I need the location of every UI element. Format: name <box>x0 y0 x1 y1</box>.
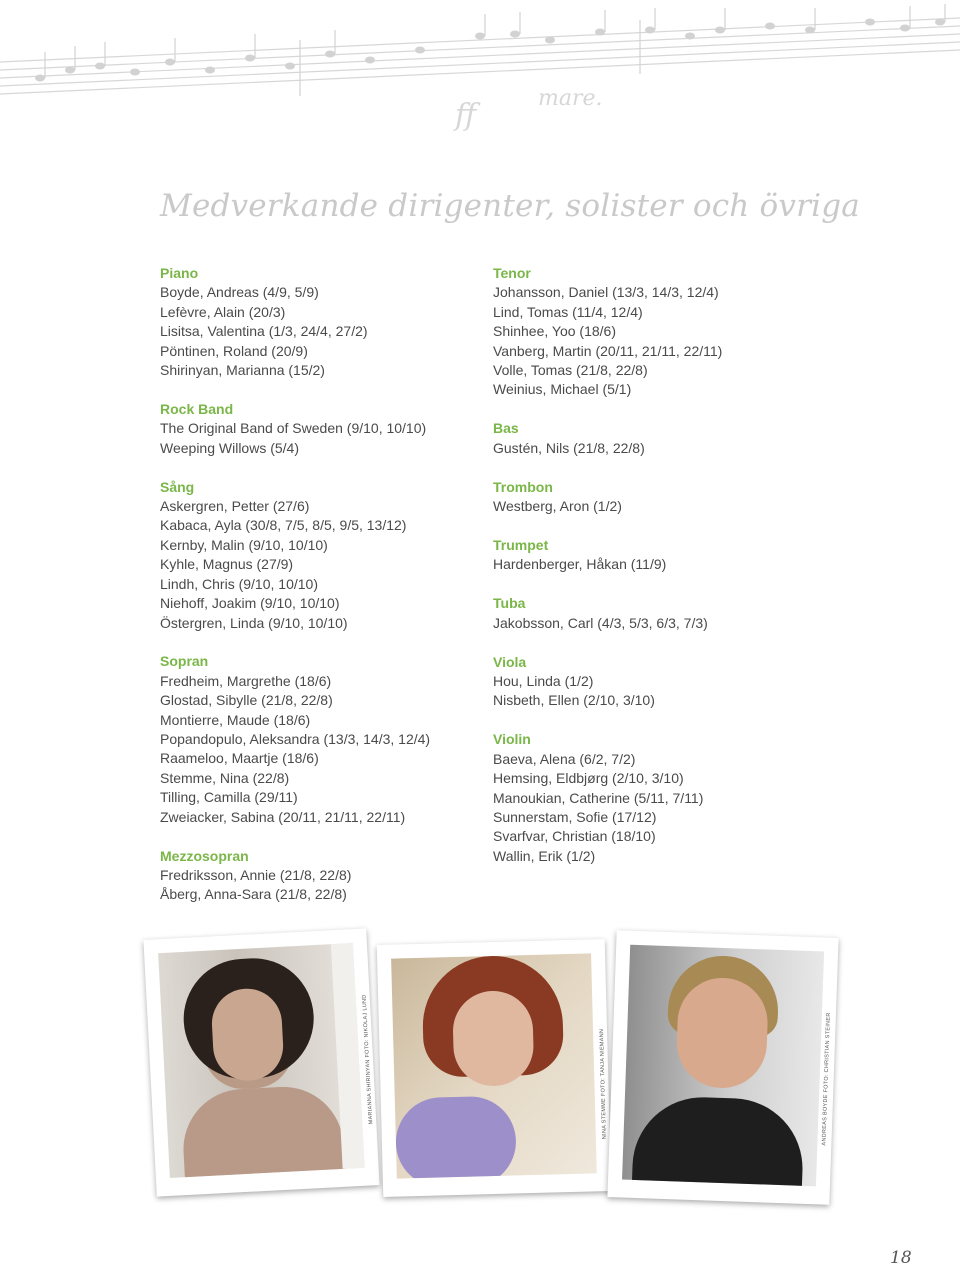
svg-text:ff: ff <box>455 98 477 133</box>
performer-entry: Baeva, Alena (6/2, 7/2) <box>493 750 636 767</box>
section-mezzosopran <box>160 847 500 905</box>
section-violin <box>493 730 833 866</box>
performer-entry: Östergren, Linda (9/10, 10/10) <box>160 614 348 631</box>
page-number: 18 <box>890 1248 912 1268</box>
performer-entry: Shirinyan, Marianna (15/2) <box>160 362 325 379</box>
section-bas <box>493 419 833 458</box>
section-heading: Tenor <box>493 265 531 281</box>
face-shape <box>210 987 285 1083</box>
sweater-shape <box>631 1095 804 1186</box>
section-heading: Violin <box>493 731 531 748</box>
dress-shape <box>395 1095 517 1178</box>
section-s-ng <box>160 478 500 633</box>
shoulders-shape <box>180 1084 344 1178</box>
section-tenor <box>493 264 833 400</box>
section-heading: Piano <box>160 265 199 281</box>
performer-entry: Kabaca, Ayla (30/8, 7/5, 8/5, 9/5, 13/12) <box>160 517 407 534</box>
performer-entry: Nisbeth, Ellen (2/10, 3/10) <box>493 692 655 709</box>
photo-credit: ANDREAS BOYDE FOTO: CHRISTIAN STEINER <box>821 1012 832 1146</box>
section-heading: Sopran <box>160 653 209 670</box>
photo-andreas-boyde <box>607 930 838 1205</box>
performer-entry: Shinhee, Yoo (18/6) <box>493 323 616 340</box>
section-trombon <box>493 478 833 517</box>
photo-marianna-shirinyan <box>143 928 379 1196</box>
performer-entry: Hemsing, Eldbjørg (2/10, 3/10) <box>493 770 684 787</box>
photo-credit: NINA STEMME FOTO: TANJA NIEMANN <box>599 1028 608 1140</box>
performer-entry: Volle, Tomas (21/8, 22/8) <box>493 362 648 379</box>
right-column <box>493 264 833 886</box>
performer-entry: Westberg, Aron (1/2) <box>493 498 622 515</box>
score-marking: mare. <box>538 86 603 111</box>
section-sopran <box>160 652 500 827</box>
left-column <box>160 264 500 924</box>
performer-entry: Wallin, Erik (1/2) <box>493 847 596 864</box>
performer-entry: Kernby, Malin (9/10, 10/10) <box>160 536 328 553</box>
performer-entry: Askergren, Petter (27/6) <box>160 498 310 515</box>
section-viola <box>493 653 833 711</box>
performer-entry: The Original Band of Sweden (9/10, 10/10) <box>160 420 427 437</box>
section-rock-band <box>160 400 500 458</box>
performer-entry: Tilling, Camilla (29/11) <box>160 789 298 806</box>
section-heading: Sång <box>160 478 195 495</box>
performer-entry: Niehoff, Joakim (9/10, 10/10) <box>160 595 340 612</box>
section-piano <box>160 264 500 380</box>
face-shape <box>452 990 534 1087</box>
performer-entry: Manoukian, Catherine (5/11, 7/11) <box>493 789 704 806</box>
photo-nina-stemme <box>377 939 612 1197</box>
performer-entry: Zweiacker, Sabina (20/11, 21/11, 22/11) <box>160 808 406 825</box>
performer-entry: Johansson, Daniel (13/3, 14/3, 12/4) <box>493 284 719 301</box>
performer-entry: Lindh, Chris (9/10, 10/10) <box>160 575 318 592</box>
performer-entry: Popandopulo, Aleksandra (13/3, 14/3, 12/4) <box>160 731 431 748</box>
performer-entry: Pöntinen, Roland (20/9) <box>160 342 308 359</box>
section-heading: Viola <box>493 653 527 670</box>
performer-entry: Glostad, Sibylle (21/8, 22/8) <box>160 692 333 709</box>
music-score-decoration <box>0 0 960 140</box>
performer-entry: Åberg, Anna-Sara (21/8, 22/8) <box>160 886 347 903</box>
performer-entry: Fredriksson, Annie (21/8, 22/8) <box>160 866 352 883</box>
performer-entry: Gustén, Nils (21/8, 22/8) <box>493 439 645 456</box>
section-heading: Rock Band <box>160 400 234 417</box>
performer-entry: Weinius, Michael (5/1) <box>493 381 632 398</box>
section-heading: Trumpet <box>493 536 549 553</box>
performer-entry: Montierre, Maude (18/6) <box>160 711 311 728</box>
face-shape <box>675 976 769 1089</box>
performer-entry: Stemme, Nina (22/8) <box>160 769 290 786</box>
performer-entry: Vanberg, Martin (20/11, 21/11, 22/11) <box>493 342 723 359</box>
section-heading: Trombon <box>493 478 553 495</box>
section-heading: Mezzosopran <box>160 847 249 864</box>
section-tuba <box>493 594 833 633</box>
performer-entry: Sunnerstam, Sofie (17/12) <box>493 808 657 825</box>
performer-entry: Raameloo, Maartje (18/6) <box>160 750 319 767</box>
performer-entry: Jakobsson, Carl (4/3, 5/3, 6/3, 7/3) <box>493 614 708 631</box>
section-heading: Tuba <box>493 595 526 612</box>
performer-entry: Fredheim, Margrethe (18/6) <box>160 672 332 689</box>
page-title: Medverkande dirigenter, solister och övriga <box>160 188 860 224</box>
section-heading: Bas <box>493 420 519 437</box>
photo-credit: MARIANNA SHIRINYAN FOTO: NIKOLAJ LUND <box>361 994 375 1125</box>
performer-entry: Hardenberger, Håkan (11/9) <box>493 556 667 573</box>
section-trumpet <box>493 536 833 575</box>
performer-entry: Svarfvar, Christian (18/10) <box>493 828 656 845</box>
performer-entry: Weeping Willows (5/4) <box>160 439 300 456</box>
performer-entry: Hou, Linda (1/2) <box>493 673 594 689</box>
performer-entry: Kyhle, Magnus (27/9) <box>160 556 294 573</box>
performer-entry: Lefèvre, Alain (20/3) <box>160 303 286 320</box>
performer-entry: Lisitsa, Valentina (1/3, 24/4, 27/2) <box>160 323 368 340</box>
performer-entry: Boyde, Andreas (4/9, 5/9) <box>160 284 319 301</box>
performer-entry: Lind, Tomas (11/4, 12/4) <box>493 303 643 320</box>
